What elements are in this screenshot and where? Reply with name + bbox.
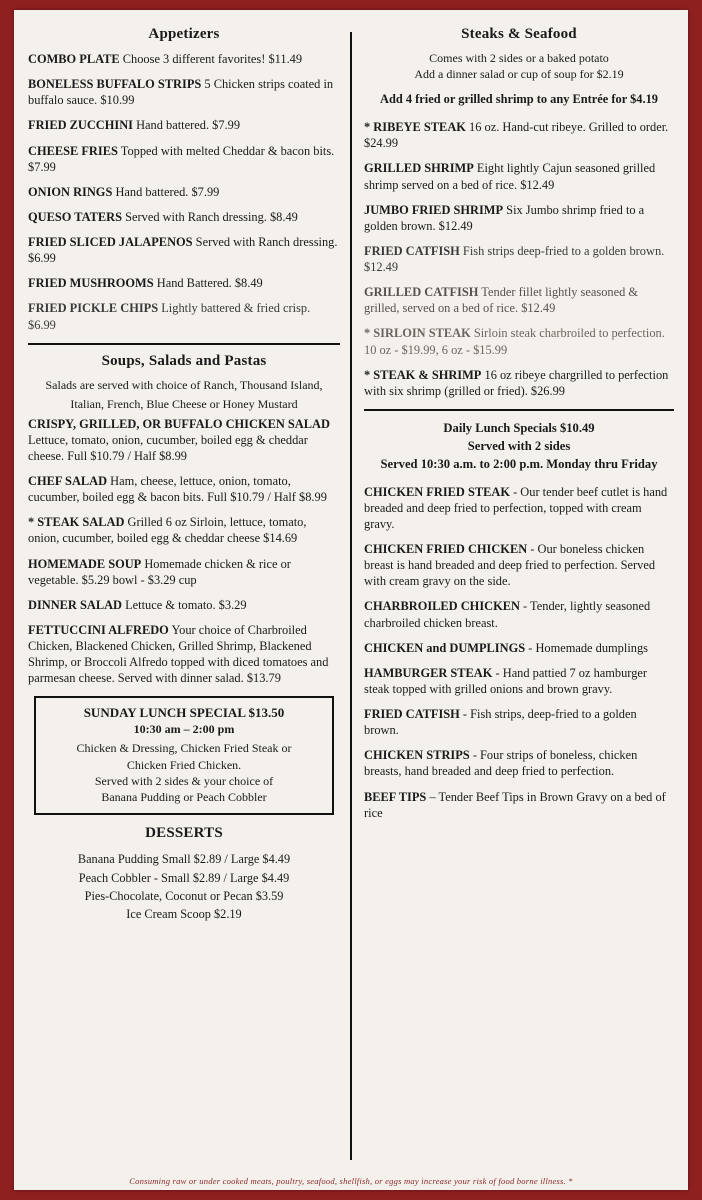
item-name: ONION RINGS <box>28 184 113 199</box>
sunday-special-line: Served with 2 sides & your choice of <box>94 773 274 788</box>
menu-item <box>28 51 340 67</box>
item-name: CHEF SALAD <box>28 474 108 488</box>
item-name: HAMBURGER STEAK <box>364 665 493 680</box>
disclaimer-footer: Consuming raw or under cooked meats, poultry, seafood, shellfish, or eggs may increase your risk of food borne illness. * <box>129 1176 573 1186</box>
item-name: FRIED ZUCCHINI <box>28 118 133 133</box>
menu-item <box>364 484 674 532</box>
right-column <box>352 26 674 1160</box>
section-divider <box>28 343 340 345</box>
lunch-line3: Served 10:30 a.m. to 2:00 p.m. Monday thru Friday <box>380 457 658 472</box>
item-name: COMBO PLATE <box>28 52 120 66</box>
sunday-special-line: Chicken Fried Chicken. <box>126 757 242 772</box>
menu-item <box>28 234 340 266</box>
item-desc: Topped with melted Cheddar & bacon bits. $7.99 <box>28 143 335 174</box>
menu-item <box>28 556 340 588</box>
item-desc: Hand Battered. $8.49 <box>156 276 263 291</box>
menu-item <box>28 143 340 175</box>
menu-item <box>28 416 340 464</box>
item-desc: 16 oz ribeye chargrilled to perfection with six shrimp (grilled or fried). $26.99 <box>364 367 669 398</box>
menu-item <box>364 747 674 779</box>
sunday-special-line: Banana Pudding or Peach Cobbler <box>101 789 267 804</box>
item-desc: Grilled 6 oz Sirloin, lettuce, tomato, onion, cucumber, boiled egg & cheddar cheese $14.69 <box>28 515 307 546</box>
menu-item <box>28 473 340 505</box>
item-name: CHICKEN and DUMPLINGS <box>364 640 526 655</box>
item-name: GRILLED CATFISH <box>364 285 479 300</box>
menu-page <box>14 10 688 1190</box>
item-name: QUESO TATERS <box>28 209 122 224</box>
item-desc: Served with Ranch dressing. $6.99 <box>28 235 338 266</box>
menu-item <box>364 665 674 697</box>
item-desc: Eight lightly Cajun seasoned grilled shrimp served on a bed of rice. $12.49 <box>364 161 656 192</box>
item-name: FETTUCCINI ALFREDO <box>28 622 169 637</box>
shrimp-addon-note: Add 4 fried or grilled shrimp to any Entrée for $4.19 <box>380 92 658 107</box>
item-name: HOMEMADE SOUP <box>28 556 142 571</box>
item-name: DINNER SALAD <box>28 597 122 612</box>
item-name: BONELESS BUFFALO STRIPS <box>28 77 202 92</box>
item-desc: Lettuce, tomato, onion, cucumber, boiled egg & cheddar cheese. Full $10.79 / Half $8.99 <box>28 432 308 463</box>
menu-item <box>28 514 340 546</box>
desserts-section <box>28 825 340 924</box>
item-desc: - Tender, lightly seasoned charbroiled chicken breast. <box>364 599 651 630</box>
sunday-special-time: 10:30 am – 2:00 pm <box>133 722 235 737</box>
item-name: JUMBO FRIED SHRIMP <box>364 202 504 217</box>
menu-item <box>28 76 340 108</box>
item-desc: Fish strips deep-fried to a golden brown. $12.49 <box>364 243 665 275</box>
item-name: FRIED MUSHROOMS <box>28 276 154 291</box>
item-desc: Hand battered. $7.99 <box>115 184 220 199</box>
menu-item <box>28 275 340 291</box>
item-name: CHICKEN STRIPS <box>364 748 470 763</box>
menu-item <box>364 325 674 357</box>
menu-item <box>364 598 674 630</box>
item-desc: Ham, cheese, lettuce, onion, tomato, cucumber, boiled egg & bacon bits. Full $10.79 / Half $8.99 <box>28 474 327 505</box>
menu-item <box>364 160 674 192</box>
menu-item <box>364 640 674 656</box>
item-name: BEEF TIPS <box>364 789 427 804</box>
menu-columns <box>14 10 688 1160</box>
salad-note-line1: Salads are served with choice of Ranch, Thousand Island, <box>45 377 323 392</box>
salad-note-line2: Italian, French, Blue Cheese or Honey Mustard <box>70 396 298 411</box>
dessert-line: Banana Pudding Small $2.89 / Large $4.49 <box>77 852 291 867</box>
lunch-line1: Daily Lunch Specials $10.49 <box>443 420 595 435</box>
item-name: CHICKEN FRIED CHICKEN <box>364 542 528 557</box>
section-divider <box>364 409 674 411</box>
item-desc: Sirloin steak charbroiled to perfection. 10 oz - $19.99, 6 oz - $15.99 <box>364 326 665 357</box>
menu-item <box>28 622 340 687</box>
menu-item <box>364 119 674 151</box>
soups-heading: Soups, Salads and Pastas <box>101 352 267 369</box>
item-desc: Tender fillet lightly seasoned & grilled, served on a bed of rice. $12.49 <box>364 285 639 316</box>
item-name: CHICKEN FRIED STEAK <box>364 484 510 499</box>
item-desc: - Fish strips, deep-fried to a golden brown. <box>364 707 637 738</box>
item-desc: Choose 3 different favorites! $11.49 <box>122 52 303 66</box>
item-name: * RIBEYE STEAK <box>364 120 466 135</box>
menu-item <box>364 243 674 275</box>
item-desc: Hand battered. $7.99 <box>136 118 241 133</box>
item-desc: Six Jumbo shrimp fried to a golden brown. $12.49 <box>364 202 645 233</box>
steaks-note-line1: Comes with 2 sides or a baked potato <box>429 51 609 65</box>
appetizers-heading: Appetizers <box>148 26 220 42</box>
lunch-line2: Served with 2 sides <box>467 439 571 454</box>
item-desc: - Four strips of boneless, chicken breasts, hand breaded and deep fried to perfection. <box>364 748 638 779</box>
item-desc: Served with Ranch dressing. $8.49 <box>125 209 298 224</box>
daily-lunch-specials-heading <box>364 419 674 474</box>
item-name: FRIED CATFISH <box>364 243 460 258</box>
item-name: FRIED PICKLE CHIPS <box>28 301 159 316</box>
item-name: * STEAK SALAD <box>28 515 125 530</box>
item-desc: 5 Chicken strips coated in buffalo sauce. $10.99 <box>28 77 334 108</box>
menu-item <box>28 597 340 613</box>
item-name: CHEESE FRIES <box>28 143 118 158</box>
item-name: CHARBROILED CHICKEN <box>364 599 520 614</box>
steaks-notes <box>364 51 674 82</box>
item-name: FRIED SLICED JALAPENOS <box>28 235 193 249</box>
desserts-heading: DESSERTS <box>145 825 223 842</box>
dessert-line: Ice Cream Scoop $2.19 <box>126 907 242 922</box>
left-column <box>28 26 350 1160</box>
menu-item <box>28 209 340 225</box>
item-name: * SIRLOIN STEAK <box>364 326 471 341</box>
item-desc: - Our boneless chicken breast is hand breaded and deep fried to perfection. Served with cream gravy on the side. <box>364 542 656 589</box>
sunday-lunch-special-box <box>34 696 334 815</box>
item-desc: – Tender Beef Tips in Brown Gravy on a bed of rice <box>364 789 666 820</box>
item-desc: Lightly battered & fried crisp. $6.99 <box>28 301 311 332</box>
menu-item <box>28 117 340 133</box>
menu-item <box>364 541 674 589</box>
item-name: CRISPY, GRILLED, OR BUFFALO CHICKEN SALAD <box>28 416 330 431</box>
sunday-special-line: Chicken & Dressing, Chicken Fried Steak or <box>76 741 292 756</box>
sunday-special-title: SUNDAY LUNCH SPECIAL $13.50 <box>83 705 285 721</box>
menu-item <box>28 300 340 332</box>
dessert-line: Pies-Chocolate, Coconut or Pecan $3.59 <box>84 889 284 903</box>
menu-item <box>364 367 674 399</box>
menu-item <box>364 284 674 316</box>
dessert-line: Peach Cobbler - Small $2.89 / Large $4.49 <box>78 870 290 885</box>
menu-item <box>28 184 340 200</box>
menu-item <box>364 706 674 738</box>
steaks-note-line2: Add a dinner salad or cup of soup for $2.19 <box>414 66 624 81</box>
item-name: GRILLED SHRIMP <box>364 161 474 176</box>
item-desc: Your choice of Charbroiled Chicken, Blackened Chicken, Grilled Shrimp, Blackened Shrimp, or Broccoli Alfredo topped with diced tomatoes and parmesan cheese. Served with dinner salad. $13.79 <box>28 622 329 686</box>
item-desc: Homemade chicken & rice or vegetable. $5.29 bowl - $3.29 cup <box>28 556 291 587</box>
menu-item <box>364 202 674 234</box>
item-desc: - Homemade dumplings <box>528 640 648 655</box>
steaks-seafood-heading: Steaks & Seafood <box>461 26 577 42</box>
item-name: FRIED CATFISH <box>364 707 460 722</box>
item-desc: - Hand pattied 7 oz hamburger steak topped with grilled onions and brown gravy. <box>364 665 648 696</box>
menu-item <box>364 789 674 821</box>
item-name: * STEAK & SHRIMP <box>364 367 482 382</box>
item-desc: Lettuce & tomato. $3.29 <box>125 597 247 612</box>
item-desc: - Our tender beef cutlet is hand breaded and deep fried to perfection, topped with cream gravy. <box>364 484 668 531</box>
item-desc: 16 oz. Hand-cut ribeye. Grilled to order. $24.99 <box>364 120 669 151</box>
